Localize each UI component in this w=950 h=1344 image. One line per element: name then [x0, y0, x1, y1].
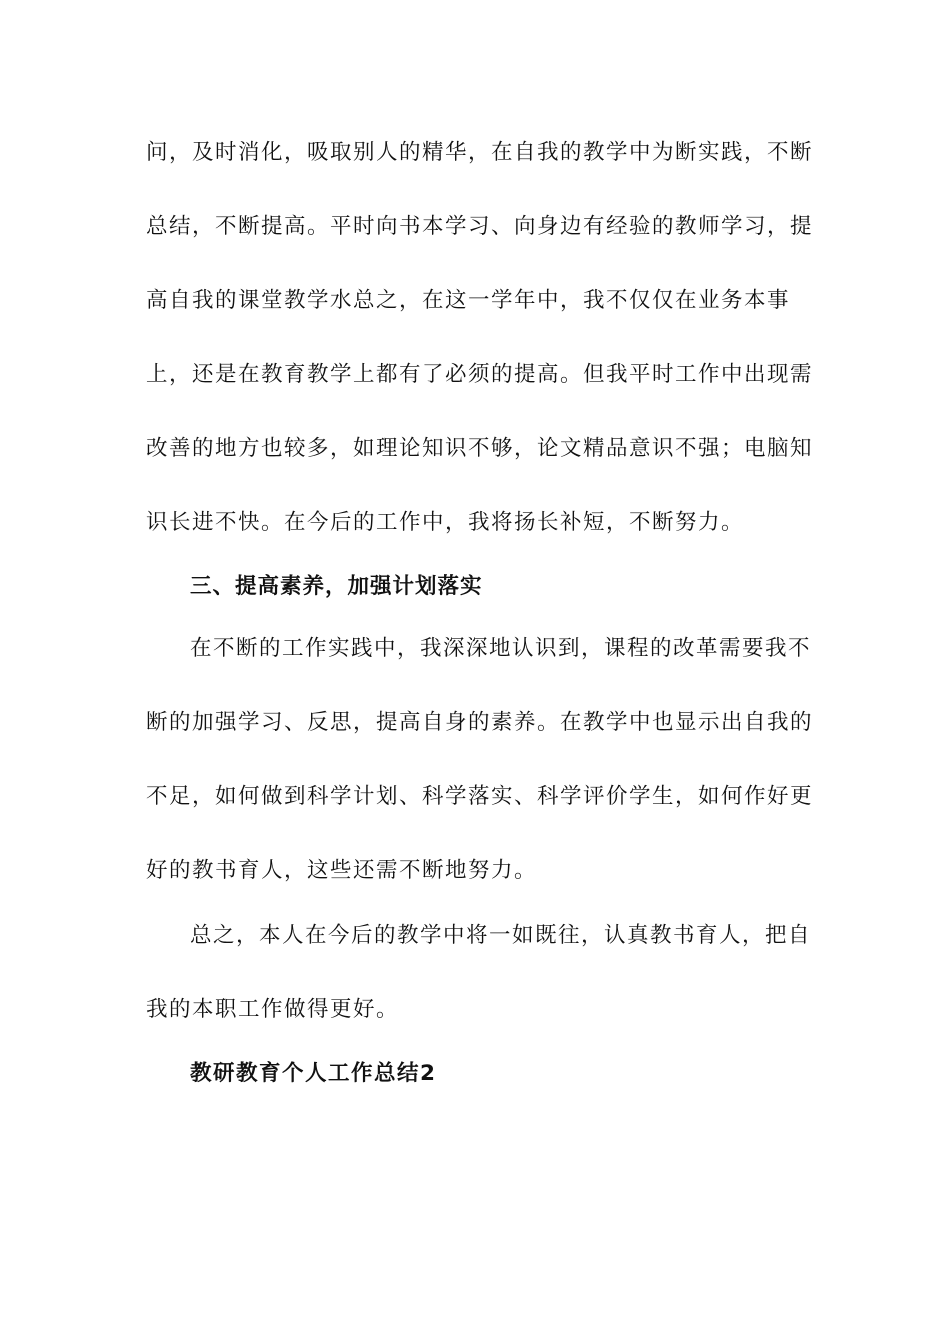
paragraph-line: 改善的地方也较多，如理论知识不够，论文精品意识不强；电脑知 [146, 436, 814, 461]
paragraph-line: 我的本职工作做得更好。 [146, 997, 400, 1022]
paragraph-line: 断的加强学习、反思，提高自身的素养。在教学中也显示出自我的 [146, 710, 814, 735]
document-title: 教研教育个人工作总结2 [190, 1061, 437, 1086]
paragraph-line: 不足，如何做到科学计划、科学落实、科学评价学生，如何作好更 [146, 784, 814, 809]
paragraph-line: 高自我的课堂教学水总之，在这一学年中，我不仅仅在业务本事 [146, 288, 791, 313]
paragraph-line: 在不断的工作实践中，我深深地认识到，课程的改革需要我不 [190, 636, 812, 661]
paragraph-line: 识长进不快。在今后的工作中，我将扬长补短，不断努力。 [146, 510, 745, 535]
paragraph-line: 总之，本人在今后的教学中将一如既往，认真教书育人，把自 [190, 923, 812, 948]
paragraph-line: 问，及时消化，吸取别人的精华，在自我的教学中为断实践，不断 [146, 140, 814, 165]
section-heading: 三、提高素养，加强计划落实 [190, 574, 483, 599]
paragraph-line: 总结，不断提高。平时向书本学习、向身边有经验的教师学习，提 [146, 214, 814, 239]
paragraph-line: 上，还是在教育教学上都有了必须的提高。但我平时工作中出现需 [146, 362, 814, 387]
paragraph-line: 好的教书育人，这些还需不断地努力。 [146, 858, 538, 883]
